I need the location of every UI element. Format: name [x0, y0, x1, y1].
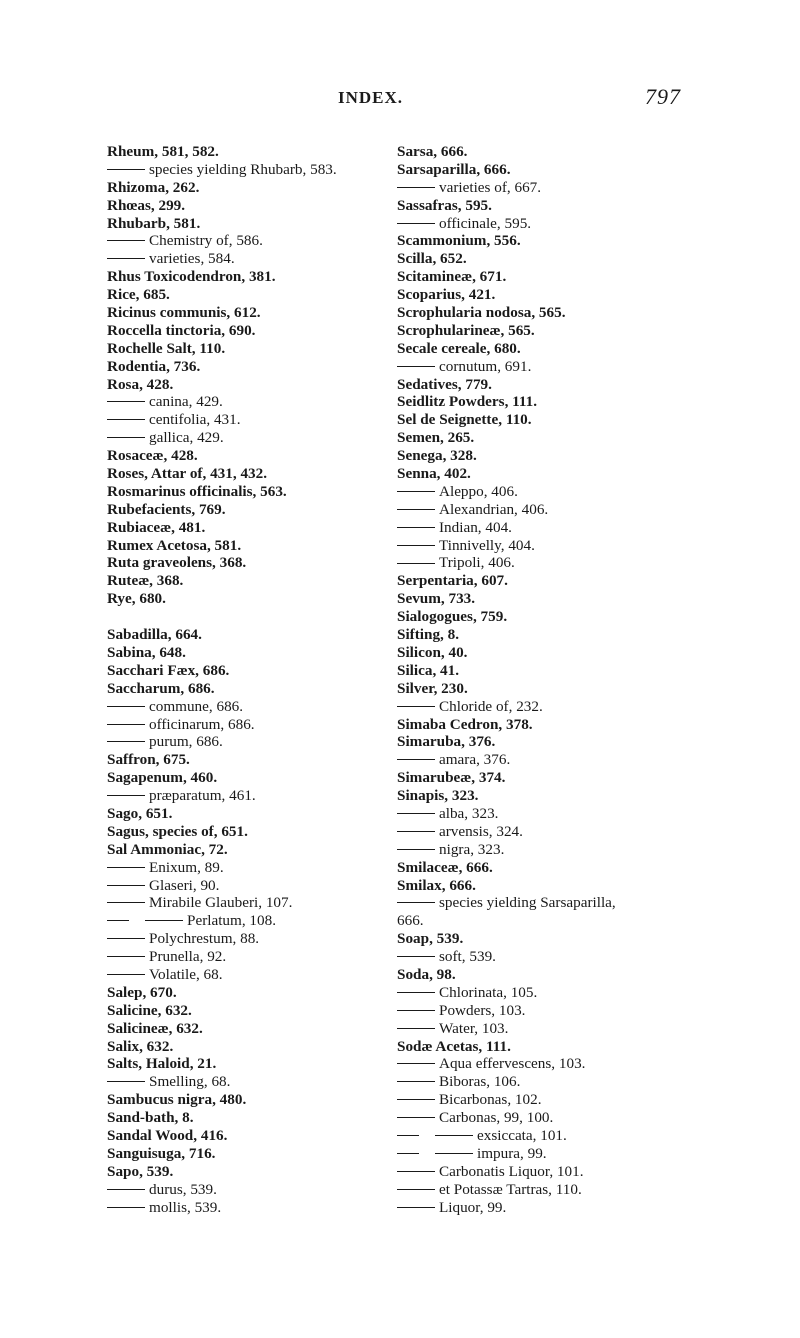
- index-entry: [107, 465, 377, 483]
- index-entry: [107, 501, 377, 519]
- index-subentry: [397, 1091, 697, 1109]
- index-entry-text: Water, 103.: [439, 1019, 509, 1037]
- index-entry: [107, 1020, 377, 1038]
- dash-rule: [397, 849, 435, 850]
- dash-rule: [397, 1010, 435, 1011]
- index-entry-text: Ruteæ, 368.: [107, 572, 184, 590]
- index-entry-text: canina, 429.: [149, 393, 223, 411]
- index-entry: [397, 250, 697, 268]
- dash-rule: [107, 724, 145, 725]
- dash-rule: [397, 1099, 435, 1100]
- index-entry-text: Rubiaceæ, 481.: [107, 518, 206, 536]
- index-entry: [107, 519, 377, 537]
- index-entry: [107, 197, 377, 215]
- index-entry-text: Rodentia, 736.: [107, 357, 201, 375]
- index-entry-text: Alexandrian, 406.: [439, 500, 549, 518]
- index-entry-text: Rosaceæ, 428.: [107, 447, 198, 465]
- index-subentry: [397, 912, 697, 930]
- index-entry: [107, 1055, 377, 1073]
- dash-rule: [107, 437, 145, 438]
- index-subentry: [397, 483, 697, 501]
- dash-rule: [107, 1081, 145, 1082]
- index-entry: [397, 626, 697, 644]
- index-entry: [397, 447, 697, 465]
- dash-rule: [435, 1135, 473, 1136]
- index-entry: [107, 823, 377, 841]
- index-entry-text: Scrophularineæ, 565.: [397, 321, 535, 339]
- index-entry-text: Rye, 680.: [107, 590, 166, 608]
- index-entry-text: Sassafras, 595.: [397, 196, 492, 214]
- index-entry: [397, 716, 697, 734]
- index-entry-text: centifolia, 431.: [149, 411, 241, 429]
- index-subentry: [397, 554, 697, 572]
- index-entry-text: Simarubeæ, 374.: [397, 769, 506, 787]
- dash-rule: [397, 1135, 419, 1136]
- dash-rule: [107, 258, 145, 259]
- index-subentry: [107, 733, 377, 751]
- index-entry-text: Rheum, 581, 582.: [107, 143, 219, 160]
- index-entry: [107, 1091, 377, 1109]
- index-subentry: [107, 930, 377, 948]
- index-subentry: [397, 1020, 697, 1038]
- dash-rule: [397, 527, 435, 528]
- index-entry-text: Sevum, 733.: [397, 590, 476, 608]
- index-entry: [107, 340, 377, 358]
- index-entry-text: Rhœas, 299.: [107, 196, 186, 214]
- index-entry-text: præparatum, 461.: [149, 787, 256, 805]
- index-entry: [397, 644, 697, 662]
- index-entry: [397, 376, 697, 394]
- index-entry-text: Sarsaparilla, 666.: [397, 160, 511, 178]
- index-entry: [397, 143, 697, 161]
- index-entry: [107, 179, 377, 197]
- index-entry-text: Sal Ammoniac, 72.: [107, 840, 228, 858]
- index-subentry: [397, 358, 697, 376]
- dash-rule: [107, 741, 145, 742]
- index-entry: [107, 215, 377, 233]
- index-entry-text: Sedatives, 779.: [397, 375, 492, 393]
- index-subentry: [107, 787, 377, 805]
- index-entry-text: Silver, 230.: [397, 679, 468, 697]
- index-entry-text: Sandal Wood, 416.: [107, 1126, 228, 1144]
- index-subentry: [397, 948, 697, 966]
- index-subentry: [397, 215, 697, 233]
- index-entry: [397, 465, 697, 483]
- index-entry-text: Sifting, 8.: [397, 626, 460, 644]
- dash-rule: [397, 1081, 435, 1082]
- index-entry-text: Sapo, 539.: [107, 1162, 174, 1180]
- index-column-left: [107, 143, 377, 1216]
- index-entry-text: Saccharum, 686.: [107, 679, 215, 697]
- index-subentry: [397, 841, 697, 859]
- index-subentry: [107, 250, 377, 268]
- dash-rule: [107, 867, 145, 868]
- index-entry-text: Tripoli, 406.: [439, 554, 515, 572]
- dash-rule: [397, 491, 435, 492]
- dash-rule: [107, 902, 145, 903]
- index-entry-text: species yielding Rhubarb, 583.: [149, 160, 337, 178]
- index-entry-text: Rice, 685.: [107, 286, 170, 304]
- index-entry-text: Chlorinata, 105.: [439, 983, 538, 1001]
- index-subentry: [107, 1199, 377, 1217]
- index-subentry: [107, 161, 377, 179]
- index-entry-text: purum, 686.: [149, 733, 223, 751]
- index-entry: [107, 984, 377, 1002]
- index-entry-text: Ricinus communis, 612.: [107, 304, 261, 322]
- index-entry: [107, 483, 377, 501]
- dash-rule: [397, 706, 435, 707]
- index-entry-text: Sabina, 648.: [107, 643, 186, 661]
- index-entry-text: Seidlitz Powders, 111.: [397, 393, 538, 411]
- index-entry-text: Rhizoma, 262.: [107, 178, 200, 196]
- dash-rule: [397, 992, 435, 993]
- index-entry-text: Carbonatis Liquor, 101.: [439, 1162, 584, 1180]
- index-subentry: [107, 859, 377, 877]
- index-entry: [107, 143, 377, 161]
- index-subentry: [397, 179, 697, 197]
- dash-rule: [107, 706, 145, 707]
- index-entry: [397, 859, 697, 877]
- dash-rule: [107, 938, 145, 939]
- dash-rule: [397, 831, 435, 832]
- dash-rule: [397, 902, 435, 903]
- index-entry: [107, 304, 377, 322]
- dash-rule: [107, 169, 145, 170]
- index-entry-text: Scitamineæ, 671.: [397, 268, 507, 286]
- index-entry: [397, 572, 697, 590]
- dash-rule: [107, 1207, 145, 1208]
- index-entry-text: Simaba Cedron, 378.: [397, 715, 533, 733]
- index-entry-text: Sacchari Fæx, 686.: [107, 661, 230, 679]
- index-entry: [397, 411, 697, 429]
- dash-rule: [397, 1117, 435, 1118]
- index-entry-text: Scammonium, 556.: [397, 232, 521, 250]
- index-entry-text: Secale cereale, 680.: [397, 339, 521, 357]
- dash-rule: [107, 240, 145, 241]
- index-subentry: [107, 877, 377, 895]
- index-entry: [397, 590, 697, 608]
- index-entry-text: 666.: [397, 912, 424, 930]
- dash-rule: [397, 759, 435, 760]
- index-entry-text: Liquor, 99.: [439, 1198, 507, 1216]
- index-entry-text: Sel de Seignette, 110.: [397, 411, 532, 429]
- index-entry-text: Scoparius, 421.: [397, 286, 496, 304]
- index-subentry: [397, 1127, 697, 1145]
- index-entry-text: Volatile, 68.: [149, 965, 223, 983]
- index-entry-text: soft, 539.: [439, 948, 496, 966]
- index-subentry: [397, 984, 697, 1002]
- index-subentry: [107, 698, 377, 716]
- index-subentry: [107, 894, 377, 912]
- index-entry-text: Sagapenum, 460.: [107, 769, 218, 787]
- index-entry-text: Ruta graveolens, 368.: [107, 554, 247, 572]
- index-entry-text: varieties, 584.: [149, 250, 235, 268]
- index-entry-text: Soda, 98.: [397, 965, 456, 983]
- page-number: 797: [645, 84, 681, 109]
- index-entry: [107, 769, 377, 787]
- index-entry-text: arvensis, 324.: [439, 822, 523, 840]
- index-entry-text: Rhubarb, 581.: [107, 214, 201, 232]
- dash-rule: [397, 1189, 435, 1190]
- index-subentry: [397, 751, 697, 769]
- index-entry: [397, 662, 697, 680]
- index-entry-text: mollis, 539.: [149, 1198, 222, 1216]
- index-subentry: [397, 537, 697, 555]
- index-entry: [107, 805, 377, 823]
- index-entry-text: Roses, Attar of, 431, 432.: [107, 465, 268, 483]
- index-entry: [107, 841, 377, 859]
- index-entry: [397, 787, 697, 805]
- index-entry-text: Sialogogues, 759.: [397, 608, 508, 626]
- index-entry: [397, 733, 697, 751]
- index-subentry: [397, 1002, 697, 1020]
- dash-rule: [435, 1153, 473, 1154]
- index-entry-text: Silica, 41.: [397, 661, 460, 679]
- index-subentry: [397, 1073, 697, 1091]
- index-subentry: [397, 1181, 697, 1199]
- index-entry: [397, 966, 697, 984]
- index-entry: [397, 608, 697, 626]
- dash-rule: [397, 1207, 435, 1208]
- index-subentry: [397, 894, 697, 912]
- index-entry: [397, 286, 697, 304]
- index-entry-text: Sago, 651.: [107, 804, 173, 822]
- index-subentry: [397, 519, 697, 537]
- index-entry-text: Salicineæ, 632.: [107, 1019, 203, 1037]
- index-entry: [107, 554, 377, 572]
- index-entry: [397, 268, 697, 286]
- index-entry-text: Perlatum, 108.: [187, 912, 277, 930]
- index-entry-text: durus, 539.: [149, 1180, 217, 1198]
- index-entry-text: Aqua effervescens, 103.: [439, 1055, 586, 1073]
- index-entry: [397, 322, 697, 340]
- index-entry-text: amara, 376.: [439, 751, 511, 769]
- index-subentry: [397, 1145, 697, 1163]
- index-entry-text: Prunella, 92.: [149, 948, 227, 966]
- index-entry: [107, 376, 377, 394]
- index-entry-text: Salix, 632.: [107, 1037, 174, 1055]
- index-entry-text: gallica, 429.: [149, 429, 224, 447]
- index-entry: [397, 877, 697, 895]
- dash-rule: [397, 545, 435, 546]
- dash-rule: [107, 401, 145, 402]
- index-entry: [397, 340, 697, 358]
- index-entry: [107, 268, 377, 286]
- index-entry: [107, 1163, 377, 1181]
- index-entry-text: Chloride of, 232.: [439, 697, 543, 715]
- index-entry-text: alba, 323.: [439, 804, 499, 822]
- index-entry-text: Aleppo, 406.: [439, 482, 518, 500]
- index-entry-text: Sanguisuga, 716.: [107, 1144, 216, 1162]
- dash-rule: [397, 563, 435, 564]
- dash-rule: [107, 974, 145, 975]
- index-entry: [107, 358, 377, 376]
- index-entry: [107, 680, 377, 698]
- index-entry: [107, 1038, 377, 1056]
- index-subentry: [107, 411, 377, 429]
- index-entry-text: Mirabile Glauberi, 107.: [149, 894, 293, 912]
- index-entry: [107, 1109, 377, 1127]
- index-entry-text: Silicon, 40.: [397, 643, 468, 661]
- index-entry-text: Bicarbonas, 102.: [439, 1091, 542, 1109]
- index-subentry: [107, 912, 377, 930]
- index-subentry: [107, 966, 377, 984]
- index-entry-text: Saffron, 675.: [107, 751, 190, 769]
- index-entry-text: exsiccata, 101.: [477, 1126, 567, 1144]
- index-subentry: [107, 429, 377, 447]
- index-entry-text: Sand-bath, 8.: [107, 1109, 194, 1127]
- index-entry: [107, 286, 377, 304]
- dash-rule: [397, 366, 435, 367]
- index-entry-text: Tinnivelly, 404.: [439, 536, 535, 554]
- index-entry-text: Salicine, 632.: [107, 1001, 192, 1019]
- index-entry: [107, 537, 377, 555]
- dash-rule: [397, 187, 435, 188]
- dash-rule: [107, 419, 145, 420]
- index-entry: [107, 1145, 377, 1163]
- index-entry-text: species yielding Sarsaparilla,: [439, 894, 616, 912]
- index-entry: [397, 769, 697, 787]
- index-subentry: [397, 698, 697, 716]
- index-subentry: [397, 823, 697, 841]
- index-entry: [397, 232, 697, 250]
- index-entry: [107, 322, 377, 340]
- index-entry: [107, 751, 377, 769]
- index-subentry: [107, 393, 377, 411]
- index-entry-text: Soap, 539.: [397, 930, 464, 948]
- index-subentry: [397, 501, 697, 519]
- index-entry-text: Scrophularia nodosa, 565.: [397, 304, 566, 322]
- dash-rule: [397, 956, 435, 957]
- index-entry-text: impura, 99.: [477, 1144, 547, 1162]
- index-entry-text: commune, 686.: [149, 697, 244, 715]
- index-entry-text: Rumex Acetosa, 581.: [107, 536, 242, 554]
- index-subentry: [397, 1109, 697, 1127]
- index-entry-text: Semen, 265.: [397, 429, 475, 447]
- dash-rule: [397, 509, 435, 510]
- dash-rule: [397, 223, 435, 224]
- index-entry-text: Sabadilla, 664.: [107, 626, 202, 644]
- dash-rule: [107, 920, 129, 921]
- index-entry-text: Sodæ Acetas, 111.: [397, 1037, 511, 1055]
- dash-rule: [397, 1171, 435, 1172]
- index-entry-text: et Potassæ Tartras, 110.: [439, 1180, 582, 1198]
- index-entry-text: Senna, 402.: [397, 465, 471, 483]
- index-entry: [397, 930, 697, 948]
- index-entry-text: Salep, 670.: [107, 983, 177, 1001]
- index-entry-text: Smilax, 666.: [397, 876, 476, 894]
- index-entry-text: Chemistry of, 586.: [149, 232, 263, 250]
- index-entry: [107, 662, 377, 680]
- index-entry-text: Rochelle Salt, 110.: [107, 339, 226, 357]
- index-subentry: [107, 1181, 377, 1199]
- index-entry-text: varieties of, 667.: [439, 178, 542, 196]
- index-subentry: [107, 716, 377, 734]
- index-entry-text: Smilaceæ, 666.: [397, 858, 493, 876]
- index-entry-text: Sambucus nigra, 480.: [107, 1091, 247, 1109]
- index-entry-text: Serpentaria, 607.: [397, 572, 508, 590]
- index-subentry: [107, 948, 377, 966]
- index-entry-text: Rosmarinus officinalis, 563.: [107, 482, 287, 500]
- index-entry: [397, 197, 697, 215]
- index-entry-text: Sinapis, 323.: [397, 787, 479, 805]
- index-entry-text: cornutum, 691.: [439, 357, 532, 375]
- index-subentry: [397, 805, 697, 823]
- index-subentry: [397, 1163, 697, 1181]
- dash-rule: [107, 956, 145, 957]
- index-entry-text: Scilla, 652.: [397, 250, 467, 268]
- dash-rule: [397, 813, 435, 814]
- index-entry-text: Polychrestum, 88.: [149, 930, 260, 948]
- index-entry: [107, 590, 377, 608]
- index-subentry: [107, 232, 377, 250]
- index-entry-text: officinarum, 686.: [149, 715, 255, 733]
- index-column-right: [397, 143, 697, 1216]
- index-entry-text: Powders, 103.: [439, 1001, 526, 1019]
- index-subentry: [397, 1199, 697, 1217]
- index-entry-text: Rhus Toxicodendron, 381.: [107, 268, 276, 286]
- dash-rule: [107, 795, 145, 796]
- index-entry: [107, 447, 377, 465]
- page-title: INDEX.: [338, 88, 404, 107]
- index-entry-text: officinale, 595.: [439, 214, 532, 232]
- dash-rule: [107, 885, 145, 886]
- dash-rule: [397, 1028, 435, 1029]
- index-entry-text: Salts, Haloid, 21.: [107, 1055, 217, 1073]
- index-entry-text: Sarsa, 666.: [397, 143, 468, 160]
- index-entry: [107, 572, 377, 590]
- index-entry-text: Senega, 328.: [397, 447, 477, 465]
- dash-rule: [145, 920, 183, 921]
- index-entry-text: Simaruba, 376.: [397, 733, 496, 751]
- index-entry: [397, 304, 697, 322]
- dash-rule: [397, 1153, 419, 1154]
- index-subentry: [397, 1055, 697, 1073]
- index-entry: [397, 161, 697, 179]
- index-entry-text: Roccella tinctoria, 690.: [107, 321, 256, 339]
- index-entry: [107, 644, 377, 662]
- index-entry-text: Biboras, 106.: [439, 1073, 521, 1091]
- page-header: [0, 84, 800, 112]
- dash-rule: [107, 1189, 145, 1190]
- index-entry-text: Smelling, 68.: [149, 1073, 231, 1091]
- index-entry: [107, 1127, 377, 1145]
- index-entry-text: Glaseri, 90.: [149, 876, 220, 894]
- dash-rule: [397, 1063, 435, 1064]
- index-entry-text: nigra, 323.: [439, 840, 505, 858]
- index-subentry: [107, 1073, 377, 1091]
- index-entry-text: Rosa, 428.: [107, 375, 174, 393]
- index-entry: [107, 626, 377, 644]
- index-entry: [397, 680, 697, 698]
- index-entry: [397, 1038, 697, 1056]
- index-entry: [397, 393, 697, 411]
- index-entry-text: Indian, 404.: [439, 518, 512, 536]
- index-entry-text: Carbonas, 99, 100.: [439, 1109, 554, 1127]
- index-entry-text: Enixum, 89.: [149, 858, 224, 876]
- index-entry-text: Sagus, species of, 651.: [107, 822, 248, 840]
- index-entry-text: Rubefacients, 769.: [107, 500, 226, 518]
- index-entry: [107, 1002, 377, 1020]
- index-entry: [397, 429, 697, 447]
